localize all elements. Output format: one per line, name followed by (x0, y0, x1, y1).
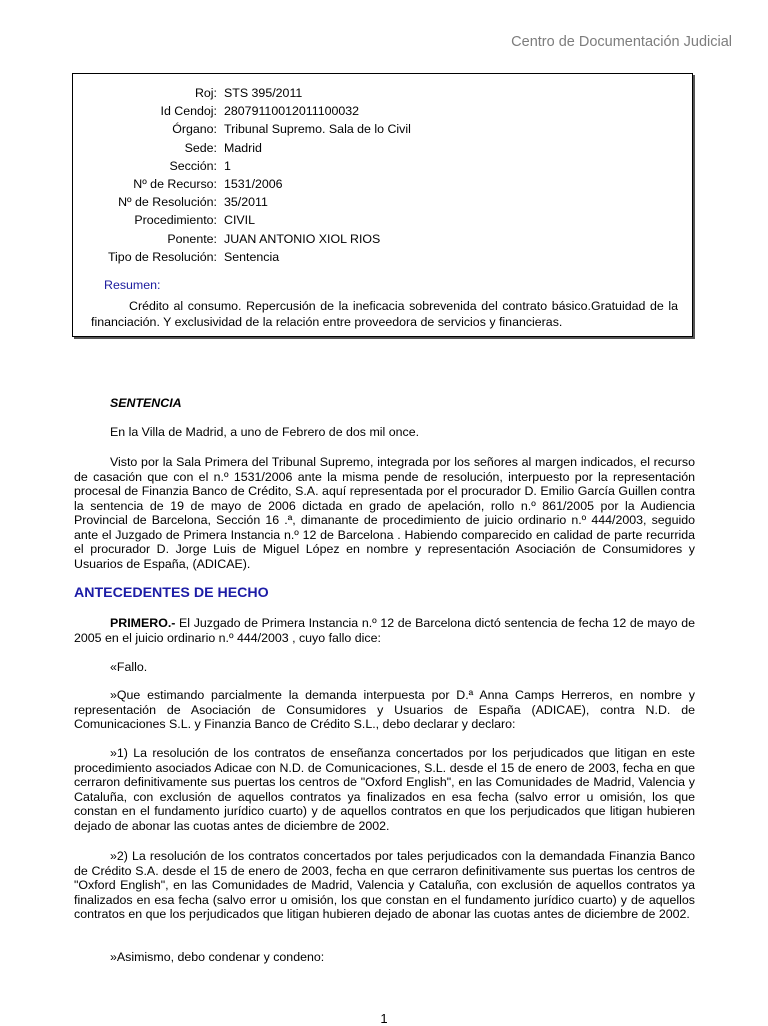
metadata-label: Nº de Recurso: (133, 176, 217, 191)
metadata-label: Ponente: (167, 231, 217, 246)
metadata-label: Tipo de Resolución: (107, 249, 217, 264)
metadata-box (72, 73, 693, 337)
metadata-value: Tribunal Supremo. Sala de lo Civil (224, 122, 411, 137)
metadata-value: 35/2011 (224, 195, 268, 210)
paragraph-item-2: »2) La resolución de los contratos concertados por tales perjudicados con la demandada Finanzia Banco de Crédito S.A. desde el 15 de enero de 2003, fecha en que cerraron definitivamente sus puertas los centros de "Oxford English", en las Comunidades de Madrid, Valencia y Cataluña, con exclusión de aquellos contratos ya finalizados en esa fecha (salvo error u omisión, los que constan en el fundamento jurídico cuarto) y de aquellos contratos en que los perjudicados que litigan hubieren dejado de abonar las cuotas antes de diciembre de 2002. (74, 849, 695, 921)
metadata-label: Sección: (169, 158, 217, 173)
metadata-row-tipo (73, 248, 692, 266)
metadata-value: Madrid (224, 140, 262, 155)
metadata-row-seccion (73, 157, 692, 175)
paragraph-item-1: »1) La resolución de los contratos de enseñanza concertados por los perjudicados que litigan en este procedimiento asociados Adicae con N.D. de Comunicaciones, S.L. desde el 15 de enero de 2003, fecha en que cerraron definitivamente sus puertas los centros de "Oxford English", en las Comunidades de Madrid, Valencia y Cataluña, con exclusión de aquellos contratos ya finalizados en esa fecha (salvo error u omisión, los que constan en el fundamento jurídico cuarto) y de aquellos contratos en que los perjudicados que litigan hubieren dejado de abonar las cuotas antes de diciembre de 2002. (74, 746, 695, 833)
metadata-value: CIVIL (224, 213, 255, 228)
metadata-row-procedimiento (73, 211, 692, 229)
paragraph-fallo: «Fallo. (110, 660, 148, 674)
header-title: Centro de Documentación Judicial (511, 34, 732, 50)
metadata-value: Sentencia (224, 249, 280, 264)
paragraph-estimando: »Que estimando parcialmente la demanda interpuesta por D.ª Anna Camps Herreros, en nombre y representación de Asociación de Consumidores y Usuarios de España (ADICAE), contra N.D. de Comunicaciones S.L. y Finanzia Banco de Crédito S.L., debo declarar y declaro: (74, 688, 695, 731)
page-number: 1 (380, 1011, 388, 1026)
metadata-row-id-cendoj (73, 102, 692, 120)
metadata-row-resolucion (73, 193, 692, 211)
metadata-label: Procedimiento: (134, 213, 217, 228)
sentencia-title: SENTENCIA (110, 396, 182, 410)
metadata-value: 1 (224, 158, 231, 173)
paragraph-primero (74, 616, 695, 645)
metadata-label: Roj: (194, 86, 217, 100)
metadata-value: 1531/2006 (224, 176, 283, 191)
metadata-value: JUAN ANTONIO XIOL RIOS (224, 231, 381, 246)
resumen-label: Resumen: (104, 278, 161, 292)
metadata-row-ponente (73, 230, 692, 248)
section-heading-antecedentes: ANTECEDENTES DE HECHO (74, 585, 269, 601)
metadata-label: Id Cendoj: (160, 104, 217, 119)
paragraph-date: En la Villa de Madrid, a uno de Febrero de dos mil once. (110, 425, 420, 439)
primero-text: El Juzgado de Primera Instancia n.º 12 de Barcelona dictó sentencia de fecha 12 de mayo de 2005 en el juicio ordinario n.º 444/2003 , cuyo fallo dice: (74, 616, 695, 645)
metadata-row-recurso (73, 175, 692, 193)
metadata-label: Nº de Resolución: (118, 195, 217, 210)
primero-label: PRIMERO.- (110, 616, 176, 630)
metadata-row-sede (73, 139, 692, 157)
metadata-row-organo (73, 120, 692, 138)
paragraph-asimismo: »Asimismo, debo condenar y condeno: (110, 950, 325, 964)
metadata-value: STS 395/2011 (224, 86, 303, 100)
metadata-value: 28079110012011100032 (224, 104, 360, 119)
metadata-label: Órgano: (172, 122, 217, 137)
metadata-label: Sede: (184, 140, 217, 155)
resumen-text: Crédito al consumo. Repercusión de la ineficacia sobrevenida del contrato básico.Gratuidad de la financiación. Y exclusividad de la relación entre proveedora de servicios y financieras. (91, 299, 678, 329)
sentencia-title-block (74, 396, 695, 411)
paragraph-visto: Visto por la Sala Primera del Tribunal Supremo, integrada por los señores al margen indicados, el recurso de casación que con el n.º 1531/2006 ante la misma pende de resolución, interpuesto por la representación procesal de Finanzia Banco de Crédito, S.A. aquí representada por el procurador D. Emilio García Guillen contra la sentencia de 19 de mayo de 2006 dictada en grado de apelación, rollo n.º 861/2005 por la Audiencia Provincial de Barcelona, Sección 16 .ª, dimanante de procedimiento de juicio ordinario n.º 444/2003, seguido ante el Juzgado de Primera Instancia n.º 12 de Barcelona . Habiendo comparecido en calidad de parte recurrida el procurador D. Jorge Luis de Miguel López en nombre y representación Asociación de Consumidores y Usuarios de España, (ADICAE). (74, 455, 695, 571)
metadata-row-roj (73, 84, 692, 102)
metadata-table (73, 84, 692, 266)
